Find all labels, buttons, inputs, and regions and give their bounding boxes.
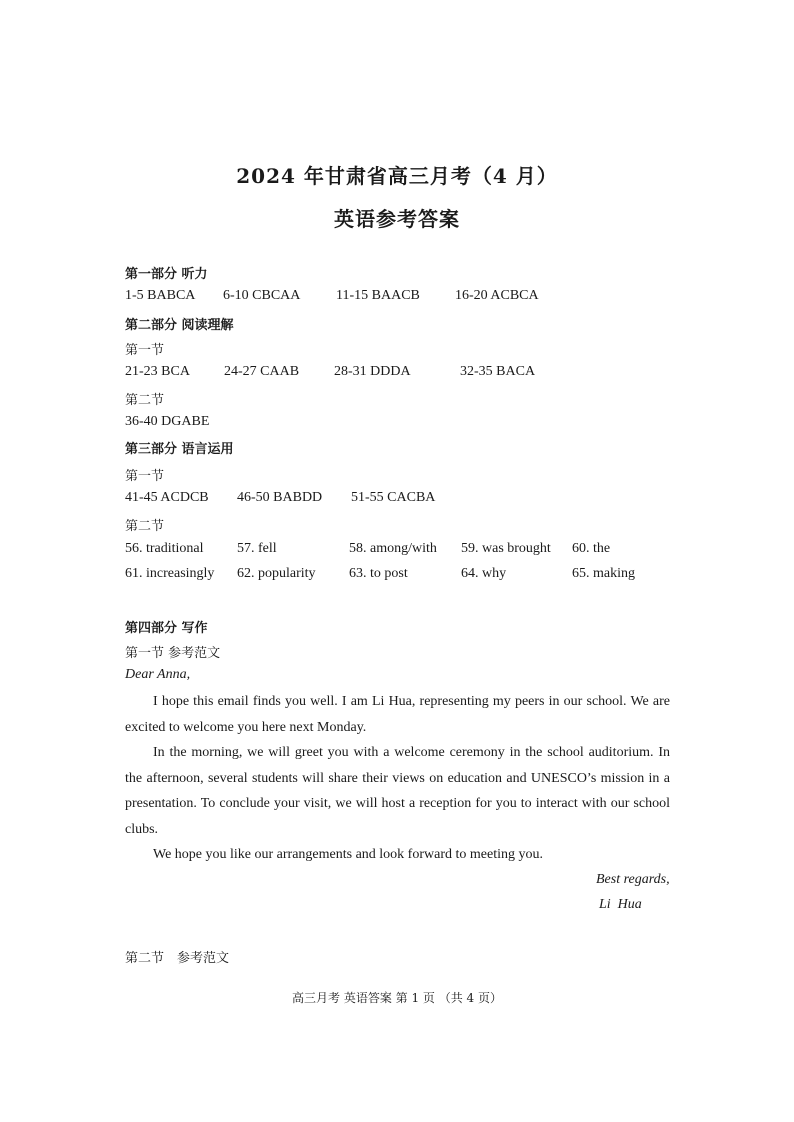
blank-answer-58: 58. among/with [349, 541, 437, 556]
part3-section1-label: 第一节 [125, 469, 165, 484]
blank-answer-63: 63. to post [349, 566, 408, 581]
blank-answer-64: 64. why [461, 566, 507, 581]
blank-answer-62: 62. popularity [237, 566, 316, 581]
part2-section2-label: 第二节 [125, 393, 165, 408]
letter-paragraph-2: In the morning, we will greet you with a welcome ceremony in the school auditorium. In the afternoon, several students will share their views on education and UNESCO’s mission in a presentation. To conclude your visit, we will host a reception for you to interact with our school clubs. [125, 745, 670, 837]
part2-section1-label: 第一节 [125, 343, 165, 358]
part1-answer-1: 1-5 BABCA [125, 288, 196, 303]
part3-heading: 第三部分 语言运用 [125, 442, 234, 457]
part3-answer-1: 41-45 ACDCB [125, 490, 209, 505]
part3-section2-label: 第二节 [125, 519, 165, 534]
letter-paragraph-3: We hope you like our arrangements and look forward to meeting you. [153, 847, 543, 862]
page-title: 2024 年甘肃省高三月考（4 月） [236, 164, 558, 188]
part2-heading: 第二部分 阅读理解 [125, 318, 234, 333]
part4-section1-label: 第一节 参考范文 [125, 646, 221, 661]
part1-answer-2: 6-10 CBCAA [223, 288, 301, 303]
letter-paragraph-1: I hope this email finds you well. I am Li Hua, representing my peers in our school. We are excited to welcome you here next Monday. [125, 694, 670, 735]
part4-section2-label: 第二节 参考范文 [125, 951, 230, 966]
part2-answer-4: 32-35 BACA [460, 364, 536, 379]
blank-answer-61: 61. increasingly [125, 566, 215, 581]
part1-answer-4: 16-20 ACBCA [455, 288, 539, 303]
part2-answer-2: 24-27 CAAB [224, 364, 300, 379]
part1-answer-3: 11-15 BAACB [336, 288, 420, 303]
page-subtitle: 英语参考答案 [334, 207, 460, 231]
blank-answer-65: 65. making [572, 566, 635, 581]
letter-closing: Best regards, [596, 872, 670, 887]
part2-section2-answer: 36-40 DGABE [125, 414, 210, 429]
page-footer: 高三月考 英语答案 第 1 页 （共 4 页） [292, 991, 502, 1005]
part2-answer-3: 28-31 DDDA [334, 364, 411, 379]
part2-answer-1: 21-23 BCA [125, 364, 190, 379]
letter-signature: Li Hua [599, 897, 642, 912]
part4-heading: 第四部分 写作 [125, 621, 208, 636]
blank-answer-59: 59. was brought [461, 541, 551, 556]
part3-answer-3: 51-55 CACBA [351, 490, 436, 505]
blank-answer-56: 56. traditional [125, 541, 204, 556]
blank-answer-60: 60. the [572, 541, 611, 556]
blank-answer-57: 57. fell [237, 541, 277, 556]
part3-answer-2: 46-50 BABDD [237, 490, 323, 505]
letter-greeting: Dear Anna, [125, 667, 191, 682]
part1-heading: 第一部分 听力 [125, 267, 208, 282]
